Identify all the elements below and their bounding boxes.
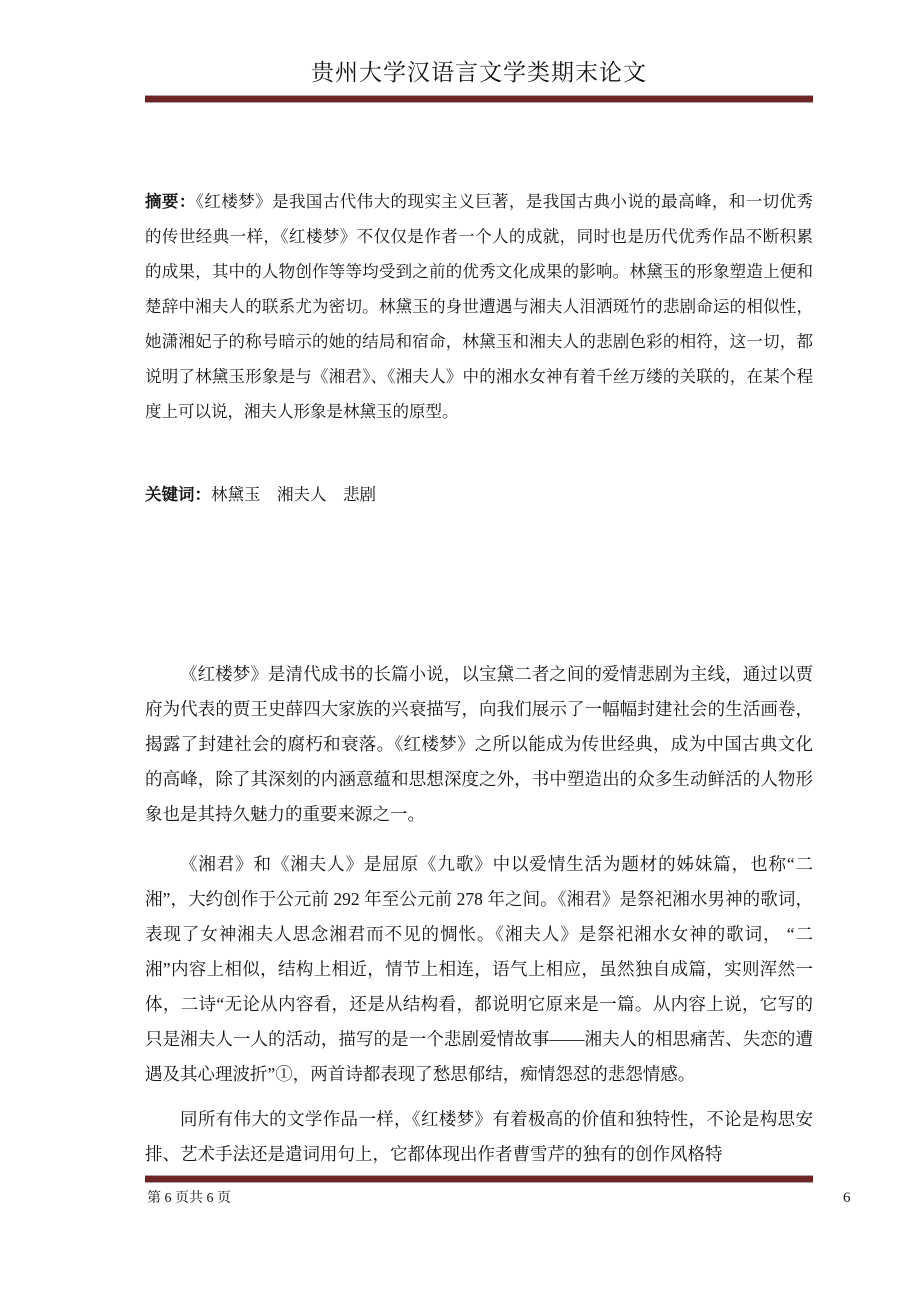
page-header-title: 贵州大学汉语言文学类期末论文 bbox=[311, 60, 647, 85]
keywords-text: 林黛玉 湘夫人 悲剧 bbox=[211, 485, 376, 504]
footer-rule-divider bbox=[145, 1175, 813, 1183]
abstract-text: 《红楼梦》是我国古代伟大的现实主义巨著，是我国古典小说的最高峰，和一切优秀的传世经典一样，《红楼梦》不仅仅是作者一个人的成就，同时也是历代优秀作品不断积累的成果，其中的人物创作等等均受到之前的优秀文化成果的影响。林黛玉的形象塑造上便和楚辞中湘夫人的联系尤为密切。林黛玉的身世遭遇与湘夫人泪洒斑竹的悲剧命运的相似性，她潇湘妃子的称号暗示的她的结局和宿命，林黛玉和湘夫人的悲剧色彩的相符，这一切，都说明了林黛玉形象是与《湘君》、《湘夫人》中的湘水女神有着千丝万缕的关联的，在某个程度上可以说，湘夫人形象是林黛玉的原型。 bbox=[145, 192, 813, 421]
body-paragraph-2: 《湘君》和《湘夫人》是屈原《九歌》中以爱情生活为题材的姊妹篇，也称“二湘”，大约创作于公元前 292 年至公元前 278 年之间。《湘君》是祭祀湘水男神的歌词，表现了女神湘夫人思念湘君而不见的惆怅。《湘夫人》是祭祀湘水女神的歌词， “二湘”内容上相似，结构上相近，情节上相连，语气上相应，虽然独自成篇，实则浑然一体，二诗“无论从内容看，还是从结构看，都说明它原来是一篇。从内容上说，它写的只是湘夫人一人的活动，描写的是一个悲剧爱情故事——湘夫人的相思痛苦、失恋的遭遇及其心理波折”①，两首诗都表现了愁思郁结，痴情怨怼的悲怨情感。 bbox=[145, 854, 813, 1084]
body-paragraph-1: 《红楼梦》是清代成书的长篇小说，以宝黛二者之间的爱情悲剧为主线，通过以贾府为代表的贾王史薛四大家族的兴衰描写，向我们展示了一幅幅封建社会的生活画卷，揭露了封建社会的腐朽和衰落。《红楼梦》之所以能成为传世经典，成为中国古典文化的高峰，除了其深刻的内涵意蕴和思想深度之外，书中塑造出的众多生动鲜活的人物形象也是其持久魅力的重要来源之一。 bbox=[145, 664, 813, 824]
footer-page-info: 第 6 页共 6 页 bbox=[147, 1191, 231, 1206]
abstract-paragraph bbox=[145, 184, 813, 429]
abstract-label: 摘要： bbox=[145, 192, 196, 211]
keywords-label: 关键词： bbox=[145, 485, 211, 504]
keywords-line bbox=[145, 477, 813, 512]
body-paragraph-3: 同所有伟大的文学作品一样，《红楼梦》有着极高的价值和独特性，不论是构思安排、艺术手法还是遣词用句上，它都体现出作者曹雪芹的独有的创作风格特 bbox=[145, 1109, 813, 1164]
footer-page-number: 6 bbox=[843, 1190, 851, 1206]
header-rule-divider bbox=[145, 95, 813, 103]
page-content bbox=[145, 0, 813, 1172]
